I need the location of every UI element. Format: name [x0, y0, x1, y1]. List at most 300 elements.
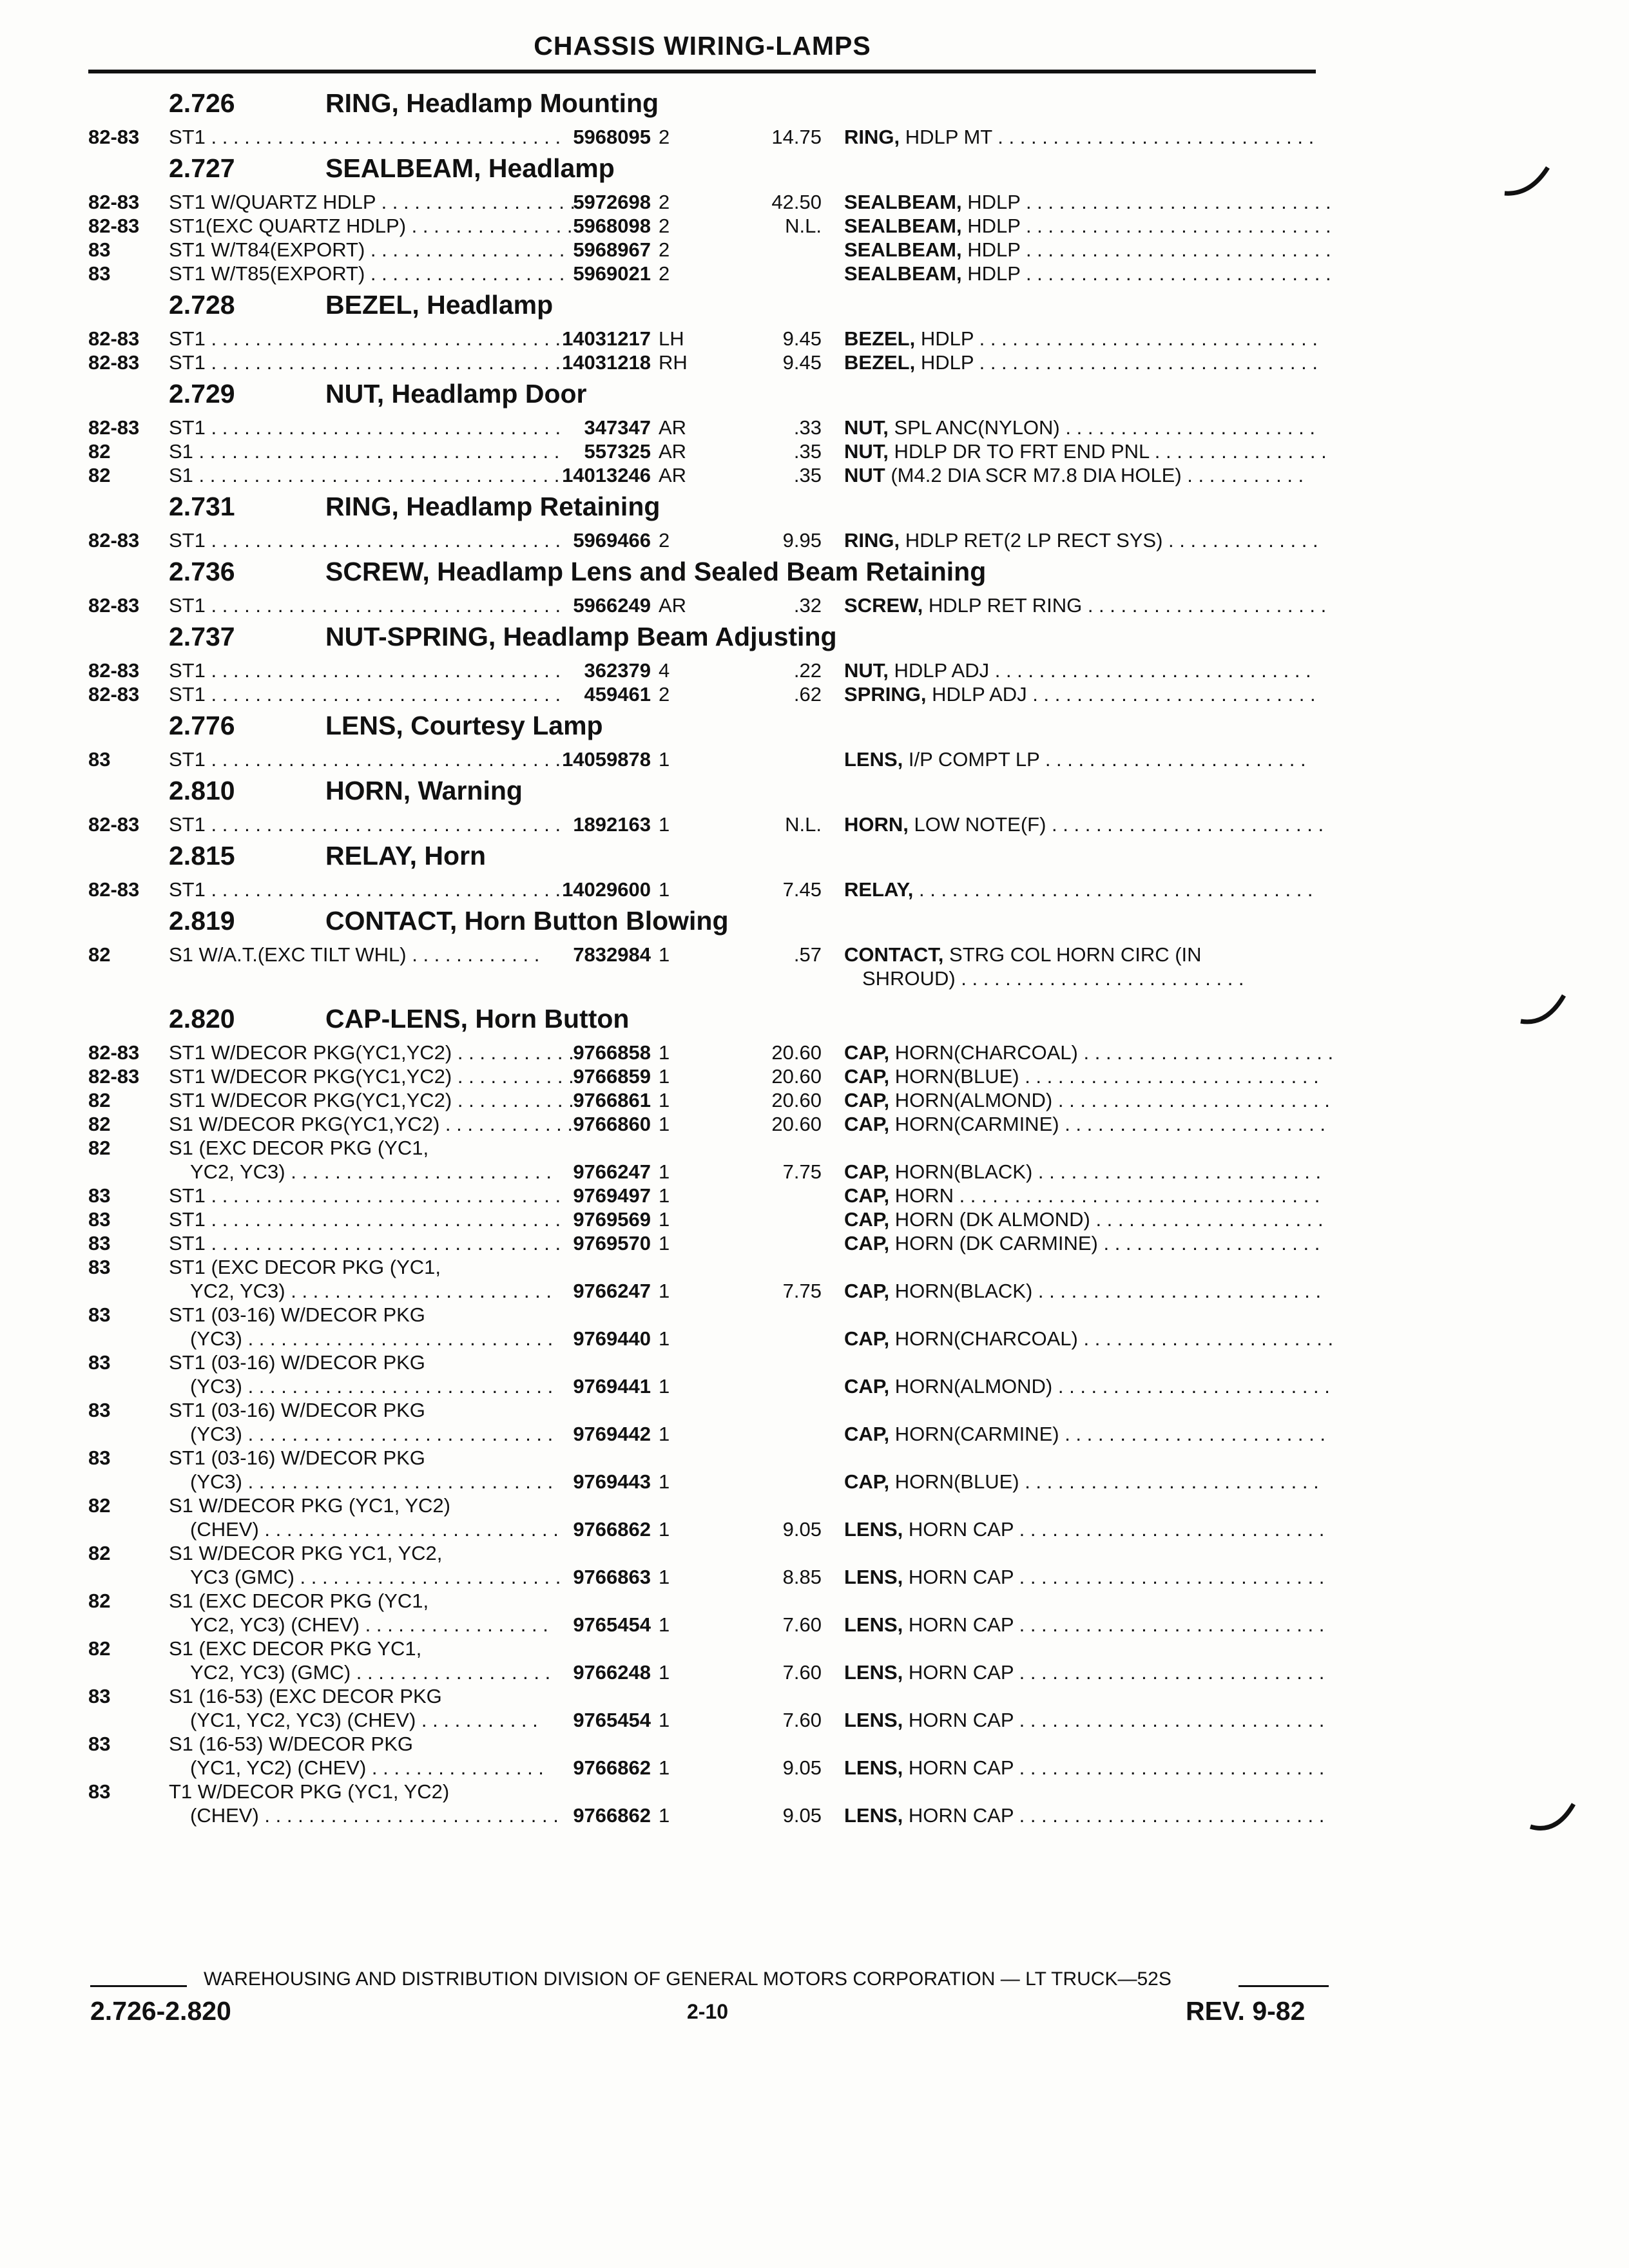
model-year: 82-83 — [88, 215, 140, 237]
list-price: 7.75 — [782, 1280, 822, 1302]
leader-dots: . . . . . . . . . . . . . . . . . . . . . . . . . . . . . . . . — [205, 1184, 561, 1207]
description-keyword: SCREW, — [844, 594, 923, 617]
list-price: .32 — [793, 594, 822, 617]
model-year: 83 — [88, 1232, 111, 1254]
application-text — [190, 1709, 543, 1732]
leader-dots: . . . . . . . . . . . . . . . . . . . . . . . . . . . . . . . . . — [193, 440, 560, 463]
part-number: 5968098 — [573, 215, 651, 237]
leader-dots: . . . . . . . . . . . . . . . . . . . . . . . . . . . . — [1013, 1661, 1325, 1684]
application-text — [190, 1423, 554, 1446]
description-keyword: RING, — [844, 126, 900, 148]
part-number: 9769497 — [573, 1184, 651, 1207]
model-year: 83 — [88, 1351, 111, 1374]
application-text — [190, 1613, 548, 1637]
application-text — [169, 1494, 522, 1517]
description-detail: HDLP — [961, 215, 1021, 237]
section-number: 2.728 — [169, 290, 235, 320]
application-line: S1 — [169, 464, 193, 486]
application-text — [190, 1470, 554, 1494]
list-price: N.L. — [785, 215, 822, 237]
part-number: 14059878 — [562, 748, 651, 771]
application-text — [169, 191, 576, 214]
leader-dots: . . . . . . . . . . . . . . . . . . . . . — [1090, 1208, 1324, 1231]
list-price: 7.60 — [782, 1661, 822, 1684]
part-description — [844, 943, 1318, 966]
part-description — [844, 327, 1318, 351]
leader-dots: . . . . . . . . . . . — [452, 1089, 574, 1111]
description-continuation — [862, 967, 1336, 990]
part-number: 9769442 — [573, 1423, 651, 1445]
quantity: 1 — [659, 1375, 670, 1398]
model-year: 82-83 — [88, 351, 140, 374]
model-year: 82 — [88, 1637, 111, 1660]
application-line: S1 W/DECOR PKG(YC1,YC2) — [169, 1113, 440, 1135]
list-price: 7.75 — [782, 1160, 822, 1183]
list-price: 9.45 — [782, 327, 822, 350]
leader-dots: . . . . . . . . . . . . . . . . . . . . . . . . . — [1052, 1089, 1330, 1111]
leader-dots: . . . . . . . . . . . . . . . . . . . . . . . . . . . . . . . . — [205, 594, 561, 617]
quantity: 1 — [659, 1804, 670, 1827]
quantity: 2 — [659, 262, 670, 285]
leader-dots: . . . . . . . . . . . . . . . . . . . . . . . . . . . . — [1013, 1566, 1325, 1588]
description-detail: HORN(BLACK) — [889, 1280, 1033, 1302]
model-year: 83 — [88, 1446, 111, 1469]
application-line: ST1 — [169, 748, 206, 771]
part-description — [844, 215, 1331, 238]
model-year: 82-83 — [88, 1041, 140, 1064]
description-keyword: CAP, — [844, 1423, 890, 1445]
part-number: 7832984 — [573, 943, 651, 966]
leader-dots: . . . . . . . . . . . . . . . . . . . . . . . . . . . . . . . . — [205, 748, 561, 771]
quantity: 1 — [659, 943, 670, 966]
description-keyword: SEALBEAM, — [844, 238, 962, 261]
application-line: (YC3) — [190, 1423, 242, 1445]
model-year: 82-83 — [88, 327, 140, 350]
leader-dots: . . . . . . . . . . . . . . . . . . . . . . . . . . . . — [242, 1375, 554, 1398]
leader-dots: . . . . . . . . . . . . . . . . — [366, 1756, 544, 1779]
description-keyword: LENS, — [844, 1804, 903, 1827]
application-line: T1 W/DECOR PKG (YC1, YC2) — [169, 1780, 450, 1803]
model-year: 82 — [88, 1542, 111, 1564]
part-description — [844, 1184, 1318, 1207]
list-price: .22 — [793, 659, 822, 682]
quantity: 1 — [659, 1423, 670, 1445]
list-price: 42.50 — [771, 191, 822, 213]
application-text — [169, 262, 565, 285]
application-line: ST1 W/DECOR PKG(YC1,YC2) — [169, 1041, 452, 1064]
leader-dots: . . . . . . . . . . . . . . . . . . . . . . . . . . . — [1019, 1470, 1319, 1493]
application-text — [169, 440, 560, 463]
part-description — [844, 1113, 1325, 1136]
leader-dots: . . . . . . . . . . . . . . . . . . . . — [1097, 1232, 1320, 1254]
leader-dots: . . . . . . . . . . . — [416, 1709, 538, 1731]
leader-dots: . . . . . . . . . . . . . . . . . . . . . . . . — [294, 1566, 561, 1588]
leader-dots: . . . . . . . . . . . . . . . . . . . . . . . . . . . . — [242, 1423, 554, 1445]
part-description — [844, 1709, 1325, 1732]
model-year: 83 — [88, 1780, 111, 1803]
quantity: 1 — [659, 748, 670, 771]
quantity: 1 — [659, 1041, 670, 1064]
leader-dots: . . . . . . . . . . . . . . . . . . . . . . . . . . . . . . . . — [205, 126, 561, 148]
description-detail: HORN(ALMOND) — [889, 1089, 1053, 1111]
binder-hole-mark — [1527, 1801, 1579, 1840]
part-number: 557325 — [584, 440, 651, 463]
description-keyword: RING, — [844, 529, 900, 552]
application-text — [169, 683, 561, 706]
application-line: ST1 W/DECOR PKG(YC1,YC2) — [169, 1065, 452, 1088]
leader-dots: . . . . . . . . . . . . . . . . . . . . . . . . . . . . — [1013, 1518, 1325, 1541]
quantity: 1 — [659, 1184, 670, 1207]
list-price: 9.05 — [782, 1804, 822, 1827]
part-description — [844, 1661, 1325, 1684]
leader-dots: . . . . . . . . . . . . . . . . . . . . . . . . . . — [955, 967, 1244, 990]
application-line: ST1 (03-16) W/DECOR PKG — [169, 1399, 425, 1421]
description-detail: HDLP — [961, 262, 1021, 285]
application-line: (YC3) — [190, 1470, 242, 1493]
part-number: 347347 — [584, 416, 651, 439]
description-detail: HDLP — [915, 327, 974, 350]
part-number: 5966249 — [573, 594, 651, 617]
list-price: 20.60 — [771, 1065, 822, 1088]
description-keyword: CAP, — [844, 1327, 890, 1350]
description-keyword: CAP, — [844, 1208, 890, 1231]
model-year: 82 — [88, 1494, 111, 1517]
leader-dots: . . . . . . . . . . . . . . . . . . . . . . . . . . . . . . . . — [205, 878, 561, 901]
part-description — [844, 1566, 1325, 1589]
application-text — [190, 1804, 559, 1827]
application-line: ST1 — [169, 1184, 206, 1207]
application-text — [169, 1256, 522, 1279]
part-number: 14031217 — [562, 327, 651, 350]
leader-dots: . . . . . . . . . . . . . . . . . . . . . . . . . . . . . . . . . . . . — [913, 878, 1313, 901]
leader-dots: . . . . . . . . . . . . . . . . . . . . . . . . . . . . . — [989, 659, 1311, 682]
description-detail: HORN(CARMINE) — [889, 1423, 1059, 1445]
part-description — [844, 191, 1331, 214]
model-year: 83 — [88, 1256, 111, 1278]
leader-dots: . . . . . . . . . . . . . . . . . . . . . . . . . . — [1032, 1280, 1322, 1302]
part-description — [844, 1208, 1324, 1231]
part-description — [844, 1470, 1318, 1494]
description-keyword: CAP, — [844, 1232, 890, 1254]
quantity: 1 — [659, 1280, 670, 1302]
application-line: YC2, YC3) — [190, 1160, 285, 1183]
list-price: 7.45 — [782, 878, 822, 901]
part-number: 9765454 — [573, 1709, 651, 1731]
quantity: AR — [659, 464, 687, 486]
leader-dots: . . . . . . . . . . . . . . . . . . . . . . . . . . . . . . . . — [205, 416, 561, 439]
application-text — [169, 1351, 522, 1374]
description-keyword: BEZEL, — [844, 351, 916, 374]
description-detail: LOW NOTE(F) — [908, 813, 1046, 836]
application-text — [169, 351, 561, 374]
leader-dots: . . . . . . . . . . . . . . . . . . . . . . . . — [1039, 748, 1306, 771]
application-line: (CHEV) — [190, 1804, 259, 1827]
application-text — [169, 878, 561, 901]
application-line: S1 W/DECOR PKG (YC1, YC2) — [169, 1494, 450, 1517]
list-price: .35 — [793, 440, 822, 463]
model-year: 83 — [88, 262, 111, 285]
model-year: 83 — [88, 1399, 111, 1421]
leader-dots: . . . . . . . . . . . . . . . . . . . . . . . . . . — [1027, 683, 1316, 706]
application-text — [169, 464, 560, 487]
leader-dots: . . . . . . . . . . . . . . . . . . . . . . . — [1077, 1041, 1334, 1064]
application-text — [169, 1780, 522, 1803]
model-year: 82-83 — [88, 191, 140, 213]
leader-dots: . . . . . . . . . . . — [452, 1065, 574, 1088]
part-number: 9766248 — [573, 1661, 651, 1684]
quantity: 1 — [659, 1089, 670, 1111]
leader-dots: . . . . . . . . . . . . . . . . . . . . . . . . . . . . . . . . — [205, 529, 561, 552]
leader-dots: . . . . . . . . . . . . . . . . — [1149, 440, 1327, 463]
part-number: 9769569 — [573, 1208, 651, 1231]
description-keyword: CAP, — [844, 1184, 890, 1207]
leader-dots: . . . . . . . . . . . . . . . — [406, 215, 573, 237]
part-description — [844, 529, 1318, 552]
model-year: 82-83 — [88, 878, 140, 901]
description-detail: HDLP RET RING — [923, 594, 1083, 617]
part-description — [844, 1375, 1330, 1398]
list-price: 8.85 — [782, 1566, 822, 1588]
description-keyword: LENS, — [844, 1566, 903, 1588]
model-year: 83 — [88, 1733, 111, 1755]
leader-dots: . . . . . . . . . . . . . . . . . . . . . . . . . . . . . . . . — [205, 1208, 561, 1231]
quantity: AR — [659, 594, 687, 617]
leader-dots: . . . . . . . . . . . . . . . . . . . . . . . . . . . . . . . . — [205, 351, 561, 374]
part-number: 14029600 — [562, 878, 651, 901]
description-keyword: LENS, — [844, 1709, 903, 1731]
leader-dots: . . . . . . . . . . . . — [439, 1113, 574, 1135]
description-keyword: LENS, — [844, 1518, 903, 1541]
section-title: CONTACT, Horn Button Blowing — [325, 906, 729, 936]
leader-dots: . . . . . . . . . . . . . . — [1162, 529, 1318, 552]
part-number: 9766247 — [573, 1160, 651, 1183]
part-number: 9766247 — [573, 1280, 651, 1302]
application-line: ST1(EXC QUARTZ HDLP) — [169, 215, 407, 237]
leader-dots: . . . . . . . . . . . . . . . . . . . . . . . . . . . . . . . . . — [193, 464, 560, 486]
model-year: 82 — [88, 1137, 111, 1159]
part-description — [844, 1089, 1330, 1112]
part-description — [844, 1423, 1325, 1446]
section-title: SEALBEAM, Headlamp — [325, 153, 615, 183]
part-description — [844, 440, 1327, 463]
application-line: S1 (16-53) W/DECOR PKG — [169, 1733, 413, 1755]
description-detail: HORN(ALMOND) — [889, 1375, 1053, 1398]
leader-dots: . . . . . . . . . . . . . . . . . — [360, 1613, 548, 1636]
description-keyword: SEALBEAM, — [844, 262, 962, 285]
application-line: S1 (EXC DECOR PKG YC1, — [169, 1637, 422, 1660]
model-year: 83 — [88, 1685, 111, 1707]
leader-dots: . . . . . . . . . . . . . . . . . . . . . . . . . . . — [258, 1804, 559, 1827]
part-description — [844, 1232, 1318, 1255]
application-text — [190, 1661, 551, 1684]
list-price: .62 — [793, 683, 822, 706]
quantity: 1 — [659, 1661, 670, 1684]
part-number: 5968967 — [573, 238, 651, 261]
quantity: 1 — [659, 1327, 670, 1350]
part-description — [844, 351, 1318, 374]
list-price: 20.60 — [771, 1041, 822, 1064]
part-description — [844, 1804, 1325, 1827]
application-line: ST1 — [169, 594, 206, 617]
application-line: YC2, YC3) (GMC) — [190, 1661, 351, 1684]
application-text — [190, 1566, 561, 1589]
description-detail: HORN(BLUE) — [889, 1065, 1019, 1088]
part-description — [844, 1041, 1334, 1064]
description-keyword: SPRING, — [844, 683, 927, 706]
model-year: 82-83 — [88, 683, 140, 706]
application-text — [169, 529, 561, 552]
description-keyword: SEALBEAM, — [844, 215, 962, 237]
part-description — [844, 659, 1318, 682]
leader-dots: . . . . . . . . . . . . . . . . . . . . . . . . . . . . — [1020, 238, 1331, 261]
application-line: (CHEV) — [190, 1518, 259, 1541]
model-year: 82 — [88, 440, 111, 463]
application-text — [169, 1685, 522, 1708]
description-detail: HDLP ADJ — [926, 683, 1027, 706]
description-keyword: CAP, — [844, 1065, 890, 1088]
quantity: RH — [659, 351, 688, 374]
description-detail: HORN CAP — [903, 1661, 1014, 1684]
application-line: YC3 (GMC) — [190, 1566, 294, 1588]
quantity: AR — [659, 440, 687, 463]
application-text — [169, 1208, 561, 1231]
part-number: 9766862 — [573, 1804, 651, 1827]
leader-dots: . . . . . . . . . . . . . . . . . . . . . . . . . . — [1032, 1160, 1322, 1183]
description-detail: STRG COL HORN CIRC (IN — [943, 943, 1202, 966]
part-number: 14013246 — [562, 464, 651, 486]
description-keyword: CAP, — [844, 1089, 890, 1111]
description-detail: (M4.2 DIA SCR M7.8 DIA HOLE) — [885, 464, 1182, 486]
application-line: ST1 W/QUARTZ HDLP — [169, 191, 376, 213]
part-number: 9765454 — [573, 1613, 651, 1636]
section-title: SCREW, Headlamp Lens and Sealed Beam Retaining — [325, 557, 987, 586]
section-title: LENS, Courtesy Lamp — [325, 711, 603, 740]
application-text — [169, 1446, 522, 1470]
leader-dots: . . . . . . . . . . . . . . . . . . . . . . . . . . . . . — [992, 126, 1315, 148]
description-keyword: LENS, — [844, 1661, 903, 1684]
footer-range: 2.726-2.820 — [90, 1996, 231, 2026]
description-keyword: NUT, — [844, 440, 889, 463]
application-text — [169, 943, 540, 966]
application-text — [169, 1232, 561, 1255]
application-text — [169, 238, 565, 262]
application-text — [190, 1280, 552, 1303]
section-number: 2.729 — [169, 379, 235, 408]
application-line: (YC1, YC2, YC3) (CHEV) — [190, 1709, 416, 1731]
part-description — [844, 126, 1318, 149]
part-description — [844, 1613, 1325, 1637]
leader-dots: . . . . . . . . . . . . . . . . . . . . . . . . . . . . . . . . — [205, 683, 561, 706]
application-line: S1 W/DECOR PKG YC1, YC2, — [169, 1542, 443, 1564]
leader-dots: . . . . . . . . . . . . . . . . . . . . . . . . — [1059, 1423, 1325, 1445]
application-line: ST1 — [169, 878, 206, 901]
application-text — [190, 1160, 552, 1184]
description-detail: HDLP ADJ — [888, 659, 990, 682]
part-description — [844, 748, 1318, 771]
leader-dots: . . . . . . . . . . . . . . . . . . . . . . . . . . . . — [242, 1470, 554, 1493]
list-price: 7.60 — [782, 1709, 822, 1731]
leader-dots: . . . . . . . . . . . . . . . . . . — [365, 262, 565, 285]
description-detail: HORN CAP — [903, 1518, 1014, 1541]
model-year: 83 — [88, 1208, 111, 1231]
part-number: 9766859 — [573, 1065, 651, 1088]
leader-dots: . . . . . . . . . . . . . . . . . . . . . . . . . . . . — [1020, 191, 1331, 213]
part-description — [844, 464, 1318, 487]
section-title: NUT, Headlamp Door — [325, 379, 587, 408]
part-number: 459461 — [584, 683, 651, 706]
description-detail: HORN CAP — [903, 1613, 1014, 1636]
application-line: ST1 (03-16) W/DECOR PKG — [169, 1351, 425, 1374]
application-line: S1 — [169, 440, 193, 463]
application-line: ST1 — [169, 813, 206, 836]
quantity: 1 — [659, 1065, 670, 1088]
description-keyword: CAP, — [844, 1113, 890, 1135]
part-description — [844, 238, 1331, 262]
application-line: ST1 (03-16) W/DECOR PKG — [169, 1446, 425, 1469]
section-number: 2.736 — [169, 557, 235, 586]
leader-dots: . . . . . . . . . . . . . . . . . . . . . . . . . . . . . . . — [973, 327, 1318, 350]
description-detail: HORN(BLACK) — [889, 1160, 1033, 1183]
list-price: 9.45 — [782, 351, 822, 374]
quantity: 2 — [659, 215, 670, 237]
footer-revision: REV. 9-82 — [1186, 1996, 1306, 2026]
quantity: 1 — [659, 878, 670, 901]
application-text — [169, 813, 561, 836]
application-text — [190, 1756, 543, 1780]
model-year: 82-83 — [88, 1065, 140, 1088]
application-line: (YC3) — [190, 1375, 242, 1398]
description-keyword: HORN, — [844, 813, 909, 836]
description-keyword: CAP, — [844, 1375, 890, 1398]
application-text — [169, 1590, 522, 1613]
part-number: 9766863 — [573, 1566, 651, 1588]
quantity: AR — [659, 416, 687, 439]
description-detail: HORN CAP — [903, 1804, 1014, 1827]
leader-dots: . . . . . . . . . . . . . . . . . . . . . . . . — [285, 1160, 552, 1183]
section-title: CAP-LENS, Horn Button — [325, 1004, 630, 1033]
part-number: 9769441 — [573, 1375, 651, 1398]
application-text — [190, 1327, 554, 1350]
description-keyword: SEALBEAM, — [844, 191, 962, 213]
section-number: 2.726 — [169, 88, 235, 118]
leader-dots: . . . . . . . . . . . . . . . . . . . . . . . . . . . . — [1013, 1613, 1325, 1636]
description-detail: HORN(CHARCOAL) — [889, 1327, 1078, 1350]
leader-dots: . . . . . . . . . . . . . . . . . . . . . . . . . . . . . . . . — [205, 1232, 561, 1254]
list-price: 14.75 — [771, 126, 822, 148]
section-title: RING, Headlamp Mounting — [325, 88, 659, 118]
description-detail: HORN CAP — [903, 1566, 1014, 1588]
quantity: 2 — [659, 529, 670, 552]
description-detail: HORN(CARMINE) — [889, 1113, 1059, 1135]
model-year: 82 — [88, 1089, 111, 1111]
leader-dots: . . . . . . . . . . . . . . . . . . — [375, 191, 576, 213]
leader-dots: . . . . . . . . . . . . . . . . . . . . . . . . . . . . — [1013, 1804, 1325, 1827]
description-keyword: BEZEL, — [844, 327, 916, 350]
model-year: 82-83 — [88, 659, 140, 682]
list-price: N.L. — [785, 813, 822, 836]
application-line: ST1 (03-16) W/DECOR PKG — [169, 1303, 425, 1326]
model-year: 82-83 — [88, 529, 140, 552]
application-line: ST1 — [169, 126, 206, 148]
model-year: 83 — [88, 1303, 111, 1326]
footer-rule-right — [1239, 1985, 1329, 1987]
description-keyword: LENS, — [844, 748, 903, 771]
description-continuation-text: SHROUD) — [862, 967, 956, 990]
list-price: 20.60 — [771, 1089, 822, 1111]
description-keyword: NUT — [844, 464, 885, 486]
application-line: ST1 — [169, 416, 206, 439]
quantity: 2 — [659, 683, 670, 706]
